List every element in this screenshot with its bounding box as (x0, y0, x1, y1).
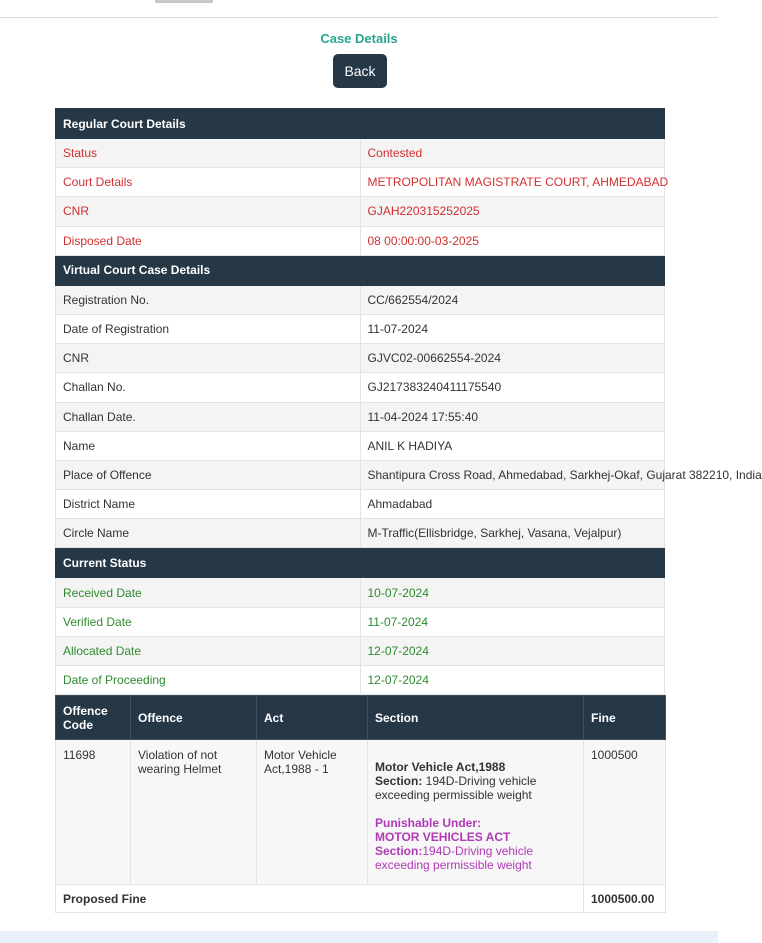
row-label: Verified Date (56, 607, 361, 636)
table-row (56, 519, 665, 548)
row-value: 12-07-2024 (360, 636, 665, 665)
row-value: Ahmadabad (360, 490, 665, 519)
table-row (56, 666, 665, 695)
row-label: Challan No. (56, 373, 361, 402)
table-row (56, 285, 665, 314)
back-button[interactable]: Back (333, 54, 387, 88)
row-label: Circle Name (56, 519, 361, 548)
row-label: Challan Date. (56, 402, 361, 431)
row-label: Disposed Date (56, 226, 361, 255)
table-row (56, 636, 665, 665)
row-value: Contested (360, 139, 665, 168)
offence-code: 11698 (56, 740, 131, 885)
table-row (56, 578, 665, 607)
row-value: M-Traffic(Ellisbridge, Sarkhej, Vasana, Vejalpur) (360, 519, 665, 548)
section-header: Section (368, 696, 584, 740)
punishable-act: MOTOR VEHICLES ACT (375, 830, 511, 845)
punishable-section-text: 194D-Driving vehicle exceeding permissible weight (375, 844, 534, 873)
virtual-court-heading: Virtual Court Case Details (56, 255, 665, 285)
current-status-heading: Current Status (56, 548, 665, 578)
table-row (56, 197, 665, 226)
top-divider (0, 17, 718, 18)
page-title: Case Details (320, 31, 398, 46)
table-row (56, 168, 665, 197)
fine-header: Fine (584, 696, 666, 740)
row-label: Status (56, 139, 361, 168)
section-label: Section: (375, 774, 423, 789)
table-row (56, 314, 665, 343)
table-row (56, 490, 665, 519)
punishable-section-label: Section: (375, 844, 423, 859)
regular-court-heading: Regular Court Details (56, 109, 665, 139)
row-value: 08 00:00:00-03-2025 (360, 226, 665, 255)
row-label: CNR (56, 197, 361, 226)
offence-fine: 1000500 (584, 740, 666, 885)
table-row (56, 460, 665, 489)
row-value: 12-07-2024 (360, 666, 665, 695)
row-label: Registration No. (56, 285, 361, 314)
offence-code-header: Offence Code (56, 696, 131, 740)
table-row (56, 607, 665, 636)
offence-section (368, 740, 584, 885)
table-row (56, 139, 665, 168)
case-details-panel (55, 108, 762, 913)
details-table (55, 108, 762, 695)
row-value: 11-04-2024 17:55:40 (360, 402, 665, 431)
row-label: CNR (56, 344, 361, 373)
row-value: GJ217383240411175540 (360, 373, 665, 402)
footer-bar (0, 931, 718, 943)
row-value: GJAH220315252025 (360, 197, 665, 226)
punishable-label: Punishable Under: (375, 816, 482, 831)
row-value: METROPOLITAN MAGISTRATE COURT, AHMEDABAD (360, 168, 665, 197)
row-label: District Name (56, 490, 361, 519)
row-value: CC/662554/2024 (360, 285, 665, 314)
row-value: 10-07-2024 (360, 578, 665, 607)
row-value: ANIL K HADIYA (360, 431, 665, 460)
offence-table (55, 695, 666, 913)
row-value: 11-07-2024 (360, 607, 665, 636)
row-label: Date of Registration (56, 314, 361, 343)
row-value: 11-07-2024 (360, 314, 665, 343)
offence-header: Offence (131, 696, 257, 740)
row-label: Allocated Date (56, 636, 361, 665)
table-row (56, 402, 665, 431)
offence-act: Motor Vehicle Act,1988 - 1 (257, 740, 368, 885)
act-header: Act (257, 696, 368, 740)
table-row (56, 226, 665, 255)
table-row (56, 740, 666, 885)
proposed-fine-value: 1000500.00 (584, 885, 666, 913)
row-value: Shantipura Cross Road, Ahmedabad, Sarkhej-Okaf, Gujarat 382210, India (360, 460, 665, 489)
row-label: Place of Offence (56, 460, 361, 489)
row-label: Court Details (56, 168, 361, 197)
table-row (56, 431, 665, 460)
table-row (56, 373, 665, 402)
row-label: Date of Proceeding (56, 666, 361, 695)
row-value: GJVC02-00662554-2024 (360, 344, 665, 373)
proposed-fine-label: Proposed Fine (56, 885, 584, 913)
section-act: Motor Vehicle Act,1988 (375, 760, 506, 775)
offence-description: Violation of not wearing Helmet (131, 740, 257, 885)
table-row (56, 344, 665, 373)
top-tab-indicator (155, 0, 213, 3)
row-label: Received Date (56, 578, 361, 607)
proposed-fine-row (56, 885, 666, 913)
section-text: 194D-Driving vehicle exceeding permissible weight (375, 774, 537, 803)
row-label: Name (56, 431, 361, 460)
